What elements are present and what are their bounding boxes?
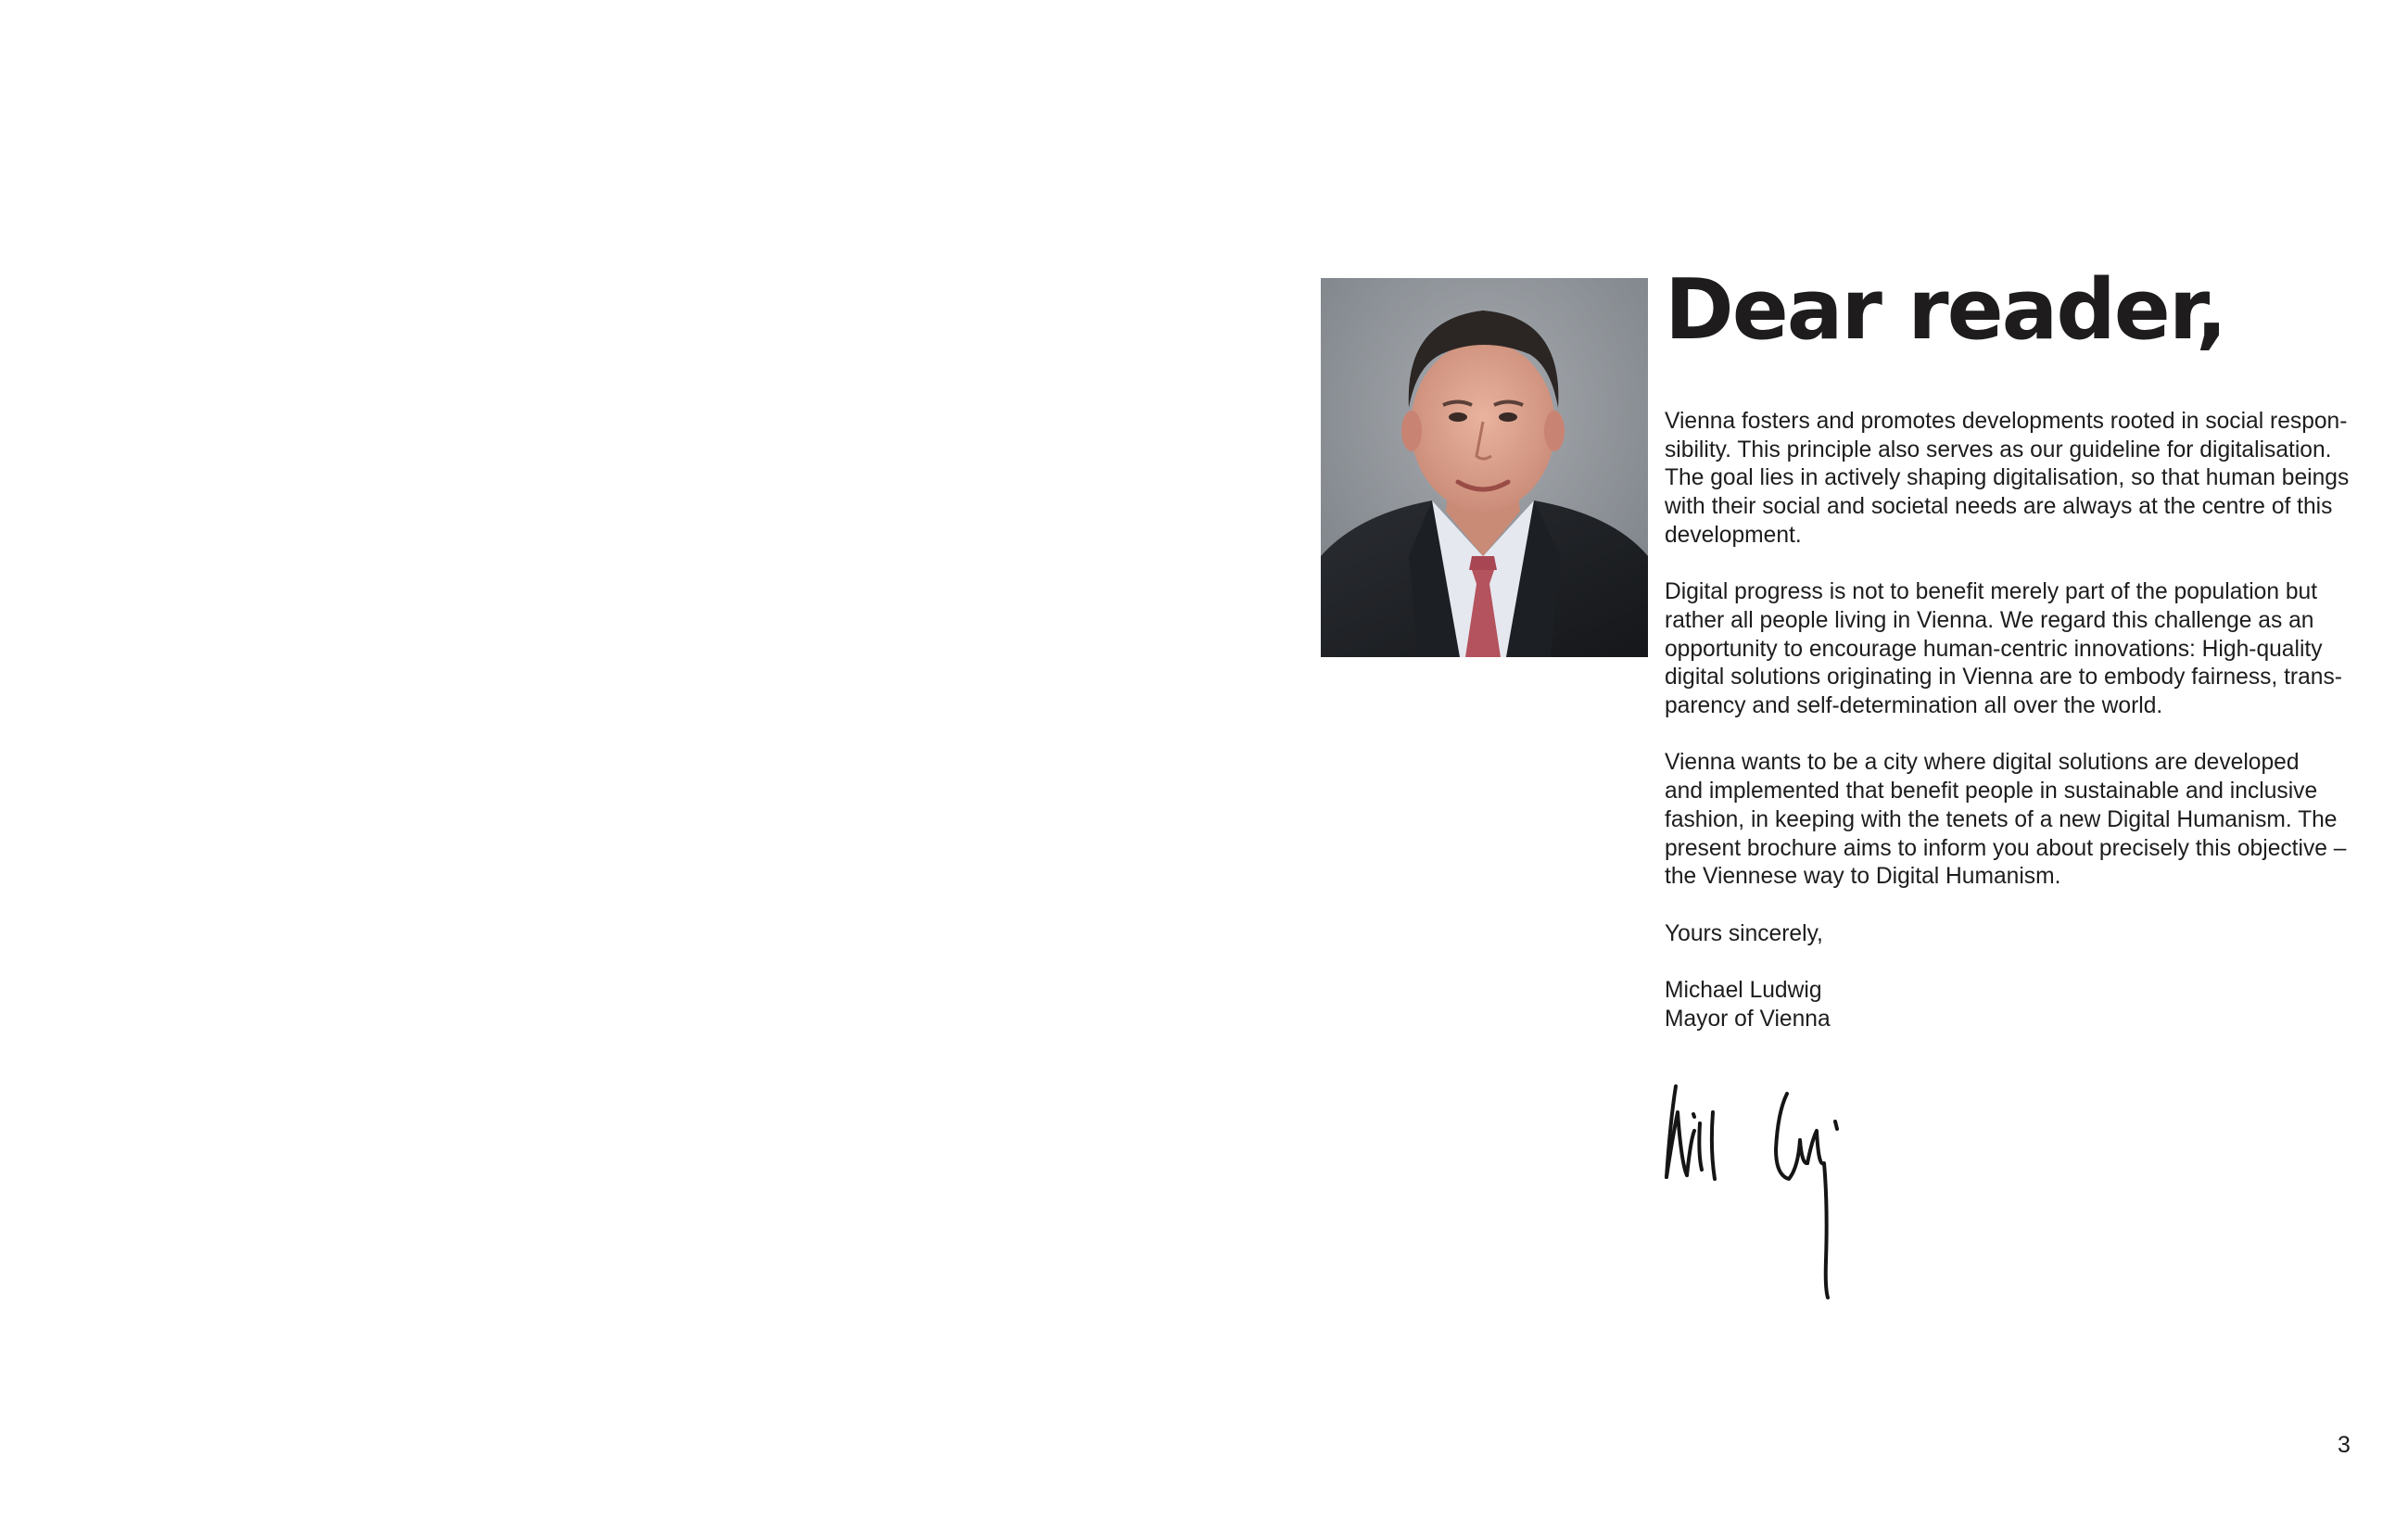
letter-heading: Dear reader,	[1665, 261, 2226, 359]
letter	[1665, 261, 2355, 1033]
portrait-photo	[1321, 278, 1648, 657]
letter-paragraph: Vienna fosters and promotes developments rooted in social respon- sibility. This principle also serves as our guideline for digitalisation. The goal lies in actively shaping digitalisation, so that human beings with their social and societal needs are always at the centre of this development.	[1665, 409, 2350, 548]
letter-paragraph: Digital progress is not to benefit merely part of the population but rather all people living in Vienna. We regard this challenge as an opportunity to encourage human-centric innovations: High-quality digital solutions originating in Vienna are to embody fairness, trans- parency and self-determination all over the world.	[1665, 579, 2342, 719]
handwritten-signature-icon	[1659, 1075, 1882, 1307]
signer-title: Mayor of Vienna	[1665, 1006, 1831, 1032]
letter-closing: Yours sincerely,	[1665, 920, 1823, 946]
page-number: 3	[2338, 1432, 2351, 1458]
portrait-icon	[1321, 278, 1648, 657]
letter-paragraph: Vienna wants to be a city where digital solutions are developed and implemented that benefit people in sustainable and inclusive fashion, in keeping with the tenets of a new Digital Humanism. The present brochure aims to inform you about precisely this objective – the Viennese way to Digital Humanism.	[1665, 750, 2347, 890]
letter-body	[1665, 408, 2355, 1033]
signer-name: Michael Ludwig	[1665, 978, 1822, 1003]
